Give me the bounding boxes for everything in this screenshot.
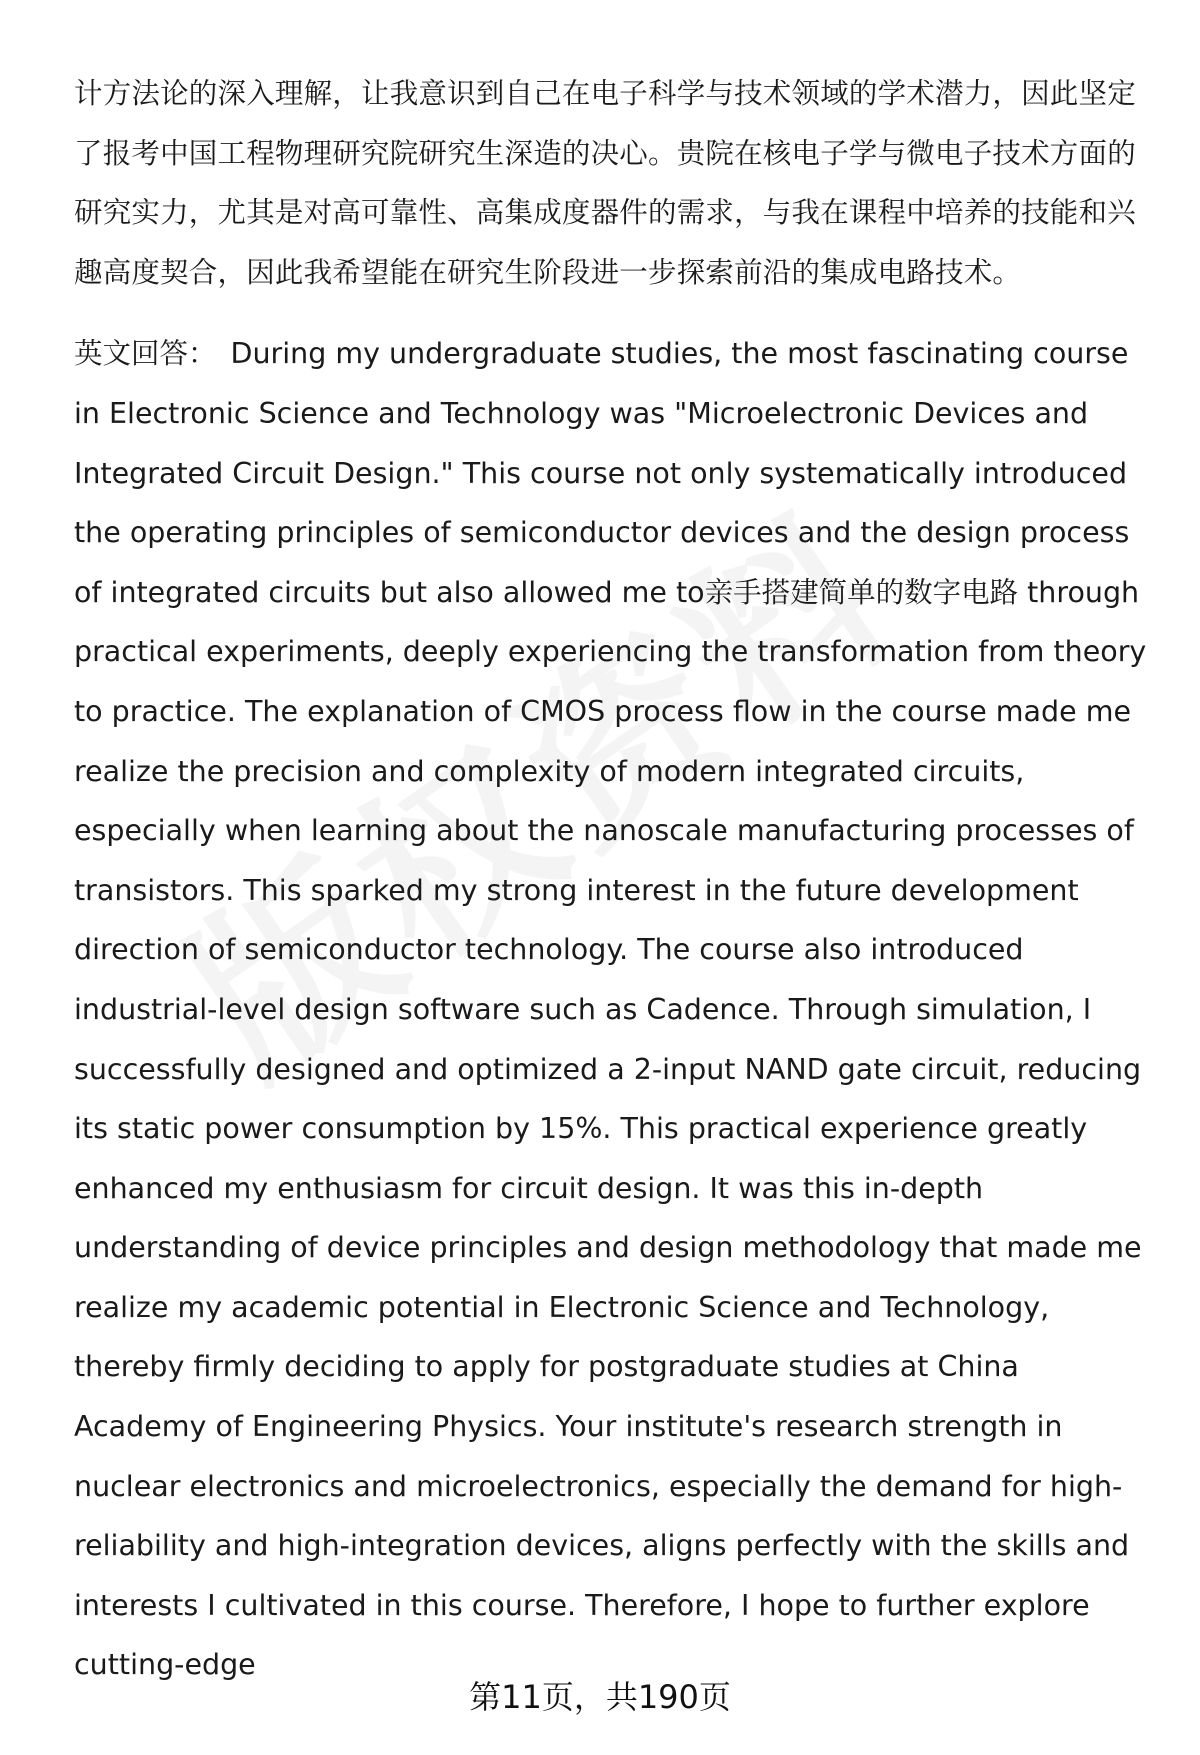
page-content: [74, 64, 1159, 1695]
english-answer-paragraph: [74, 324, 1159, 1695]
english-answer-text: During my undergraduate studies, the most fascinating course in Electronic Science and Technology was "Microelectronic Devices and Integrated Circuit Design." This course not only systematically introduced the operating principles of semiconductor devices and the design process of integrated circuits but also allowed me to亲手搭建简单的数字电路 through practical experiments, deeply experiencing the transformation from theory to practice. The explanation of CMOS process flow in the course made me realize the precision and complexity of modern integrated circuits, especially when learning about the nanoscale manufacturing processes of transistors. This sparked my strong interest in the future development direction of semiconductor technology. The course also introduced industrial-level design software such as Cadence. Through simulation, I successfully designed and optimized a 2-input NAND gate circuit, reducing its static power consumption by 15%. This practical experience greatly enhanced my enthusiasm for circuit design. It was this in-depth understanding of device principles and design methodology that made me realize my academic potential in Electronic Science and Technology, thereby firmly deciding to apply for postgraduate studies at China Academy of Engineering Physics. Your institute's research strength in nuclear electronics and microelectronics, especially the demand for high-reliability and high-integration devices, aligns perfectly with the skills and interests I cultivated in this course. Therefore, I hope to further explore cutting-edge: [74, 337, 1147, 1682]
answer-label: 英文回答：: [74, 337, 217, 371]
chinese-paragraph: 计方法论的深入理解，让我意识到自己在电子科学与技术领域的学术潜力，因此坚定了报考中国工程物理研究院研究生深造的决心。贵院在核电子学与微电子技术方面的研究实力，尤其是对高可靠性、高集成度器件的需求，与我在课程中培养的技能和兴趣高度契合，因此我希望能在研究生阶段进一步探索前沿的集成电路技术。: [74, 77, 1136, 289]
page-number: 第11页，共190页: [469, 1678, 731, 1716]
